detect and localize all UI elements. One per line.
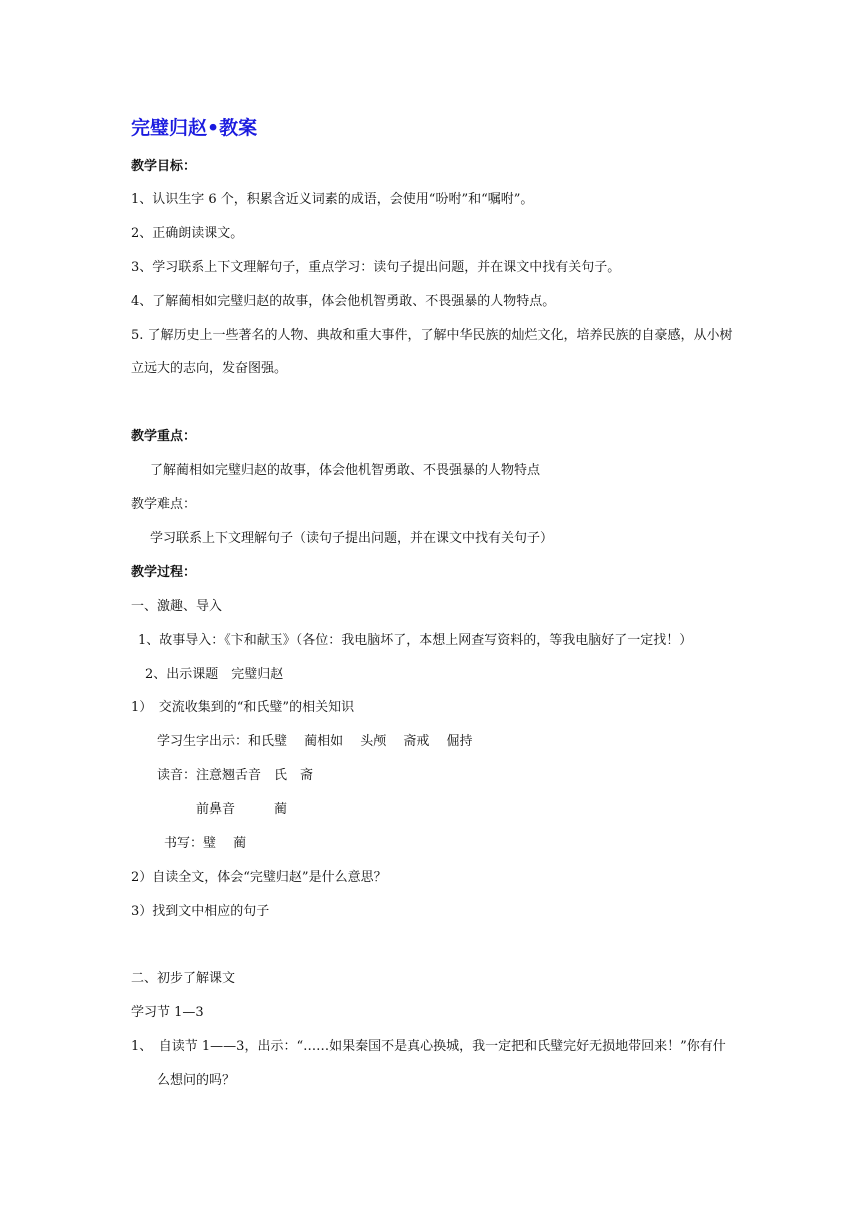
sub-step-3: 3）找到文中相应的句子: [131, 904, 270, 919]
goal-item-3: 3、学习联系上下文理解句子，重点学习：读句子提出问题，并在课文中找有关句子。: [131, 260, 621, 275]
section-one-heading: 一、激趣、导入: [131, 599, 223, 614]
difficulties-text: 学习联系上下文理解句子（读句子提出问题，并在课文中找有关句子）: [150, 531, 554, 546]
pronunciation-line: 读音：注意翘舌音 氏 斋: [157, 768, 314, 783]
writing-line: 书写：璧 蔺: [164, 836, 247, 851]
step-self-reading: 1、 自读节 1——3，出示：“……如果秦国不是真心换城，我一定把和氏璧完好无损地带回来！”你有什: [131, 1039, 726, 1054]
heading-key-points: 教学重点：: [131, 429, 197, 444]
document-title: 完璧归赵•教案: [131, 117, 258, 139]
sub-step-1: 1） 交流收集到的“和氏璧”的相关知识: [131, 700, 355, 715]
goal-item-4: 4、了解蔺相如完璧归赵的故事，体会他机智勇敢、不畏强暴的人物特点。: [131, 294, 556, 309]
heading-difficulties: 教学难点：: [131, 497, 197, 512]
goal-item-2: 2、正确朗读课文。: [131, 226, 244, 241]
new-characters-line: 学习生字出示：和氏璧 蔺相如 头颅 斋戒 倔持: [157, 734, 473, 749]
heading-process: 教学过程：: [131, 565, 197, 580]
key-points-text: 了解蔺相如完璧归赵的故事，体会他机智勇敢、不畏强暴的人物特点: [150, 463, 541, 478]
sub-step-2: 2）自读全文，体会“完璧归赵”是什么意思？: [131, 870, 387, 885]
step-self-reading-continued: 么想问的吗？: [157, 1073, 236, 1088]
heading-teaching-goals: 教学目标：: [131, 159, 197, 174]
goal-item-5-continued: 立远大的志向，发奋图强。: [131, 361, 288, 376]
learning-sections-label: 学习节 1—3: [131, 1005, 204, 1020]
goal-item-1: 1、认识生字 6 个，积累含近义词素的成语，会使用“吩咐”和“嘱咐”。: [131, 192, 534, 207]
section-two-heading: 二、初步了解课文: [131, 971, 236, 986]
front-nasal-line: 前鼻音 蔺: [196, 802, 288, 817]
step-story-intro: 1、故事导入：《卞和献玉》（各位：我电脑坏了，本想上网查写资料的，等我电脑好了一定找！）: [138, 633, 693, 648]
goal-item-5: 5. 了解历史上一些著名的人物、典故和重大事件，了解中华民族的灿烂文化，培养民族的自豪感，从小树: [131, 328, 733, 343]
step-show-title: 2、出示课题 完璧归赵: [145, 667, 284, 682]
